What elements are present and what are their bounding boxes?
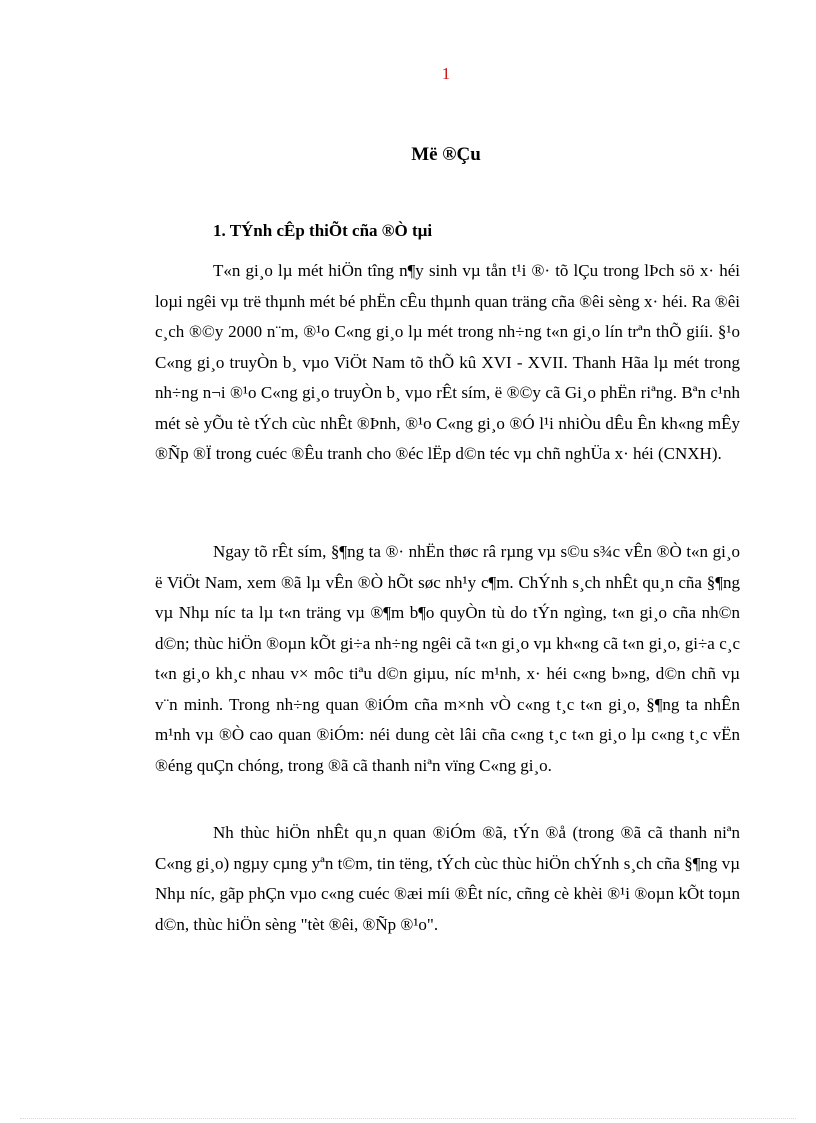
section-heading: 1. TÝnh cÊp thiÕt cña ®Ò tµi bbox=[213, 221, 433, 240]
paragraph-text: Nh thùc hiÖn nhÊt qu¸n quan ®iÓm ®ã, tÝn ®å (trong ®ã cã thanh niªn C«ng gi¸o) ngµy cµng yªn t©m, tin tëng, tÝch cùc thùc hiÖn chÝnh s¸ch cña §¶ng vµ Nhµ níc, gãp phÇn vµo c«ng cuéc ®æi míi ®Êt níc, cñng cè khèi ®¹i ®oµn kÕt toµn d©n, thùc hiÖn sèng "tèt ®êi, ®Ñp ®¹o". bbox=[155, 823, 740, 934]
page-bottom-divider bbox=[20, 1118, 796, 1119]
paragraph-text: Ngay tõ rÊt sím, §¶ng ta ®· nhËn thøc râ rµng vµ s©u s¾c vÊn ®Ò t«n gi¸o ë ViÖt Nam, xem ®ã lµ vÊn ®Ò hÕt søc nh¹y c¶m. ChÝnh s¸ch nhÊt qu¸n cña §¶ng vµ Nhµ níc ta lµ t«n träng vµ ®¶m b¶o quyÒn tù do tÝn ngìng, t«n gi¸o cña nh©n d©n; thùc hiÖn ®oµn kÕt gi÷a nh÷ng ngêi cã t«n gi¸o vµ kh«ng cã t«n gi¸o, gi÷a c¸c t«n gi¸o kh¸c nhau v× môc tiªu d©n giµu, níc m¹nh, x· héi c«ng b»ng, d©n chñ vµ v¨n minh. Trong nh÷ng quan ®iÓm cña m×nh vÒ c«ng t¸c t«n gi¸o, §¶ng ta nhÊn m¹nh vµ ®Ò cao quan ®iÓm: néi dung cèt lâi cña c«ng t¸c t«n gi¸o lµ c«ng t¸c vËn ®éng quÇn chóng, trong ®ã cã thanh niªn vïng C«ng gi¸o. bbox=[155, 542, 740, 775]
body-paragraph bbox=[155, 818, 740, 940]
body-paragraph bbox=[155, 256, 740, 470]
paragraph-text: T«n gi¸o lµ mét hiÖn tîng n¶y sinh vµ tån t¹i ®· tõ lÇu trong lÞch sö x· héi loµi ngêi vµ trë thµnh mét bé phËn cÊu thµnh quan träng cña ®êi sèng x· héi. Ra ®êi c¸ch ®©y 2000 n¨m, ®¹o C«ng gi¸o lµ mét trong nh÷ng t«n gi¸o lín trªn thÕ giíi. §¹o C«ng gi¸o truyÒn b¸ vµo ViÖt Nam tõ thÕ kû XVI - XVII. Thanh Hãa lµ mét trong nh÷ng n¬i ®¹o C«ng gi¸o truyÒn b¸ vµo rÊt sím, ë ®©y cã Gi¸o phËn riªng. Bªn c¹nh mét sè yÕu tè tÝch cùc nhÊt ®Þnh, ®¹o C«ng gi¸o ®Ó l¹i nhiÒu dÊu Ên kh«ng mÊy ®Ñp ®Ï trong cuéc ®Êu tranh cho ®éc lËp d©n téc vµ chñ nghÜa x· héi (CNXH). bbox=[155, 261, 740, 463]
body-paragraph bbox=[155, 537, 740, 781]
page-number: 1 bbox=[441, 64, 451, 83]
chapter-title: Më ®Çu bbox=[411, 144, 481, 165]
